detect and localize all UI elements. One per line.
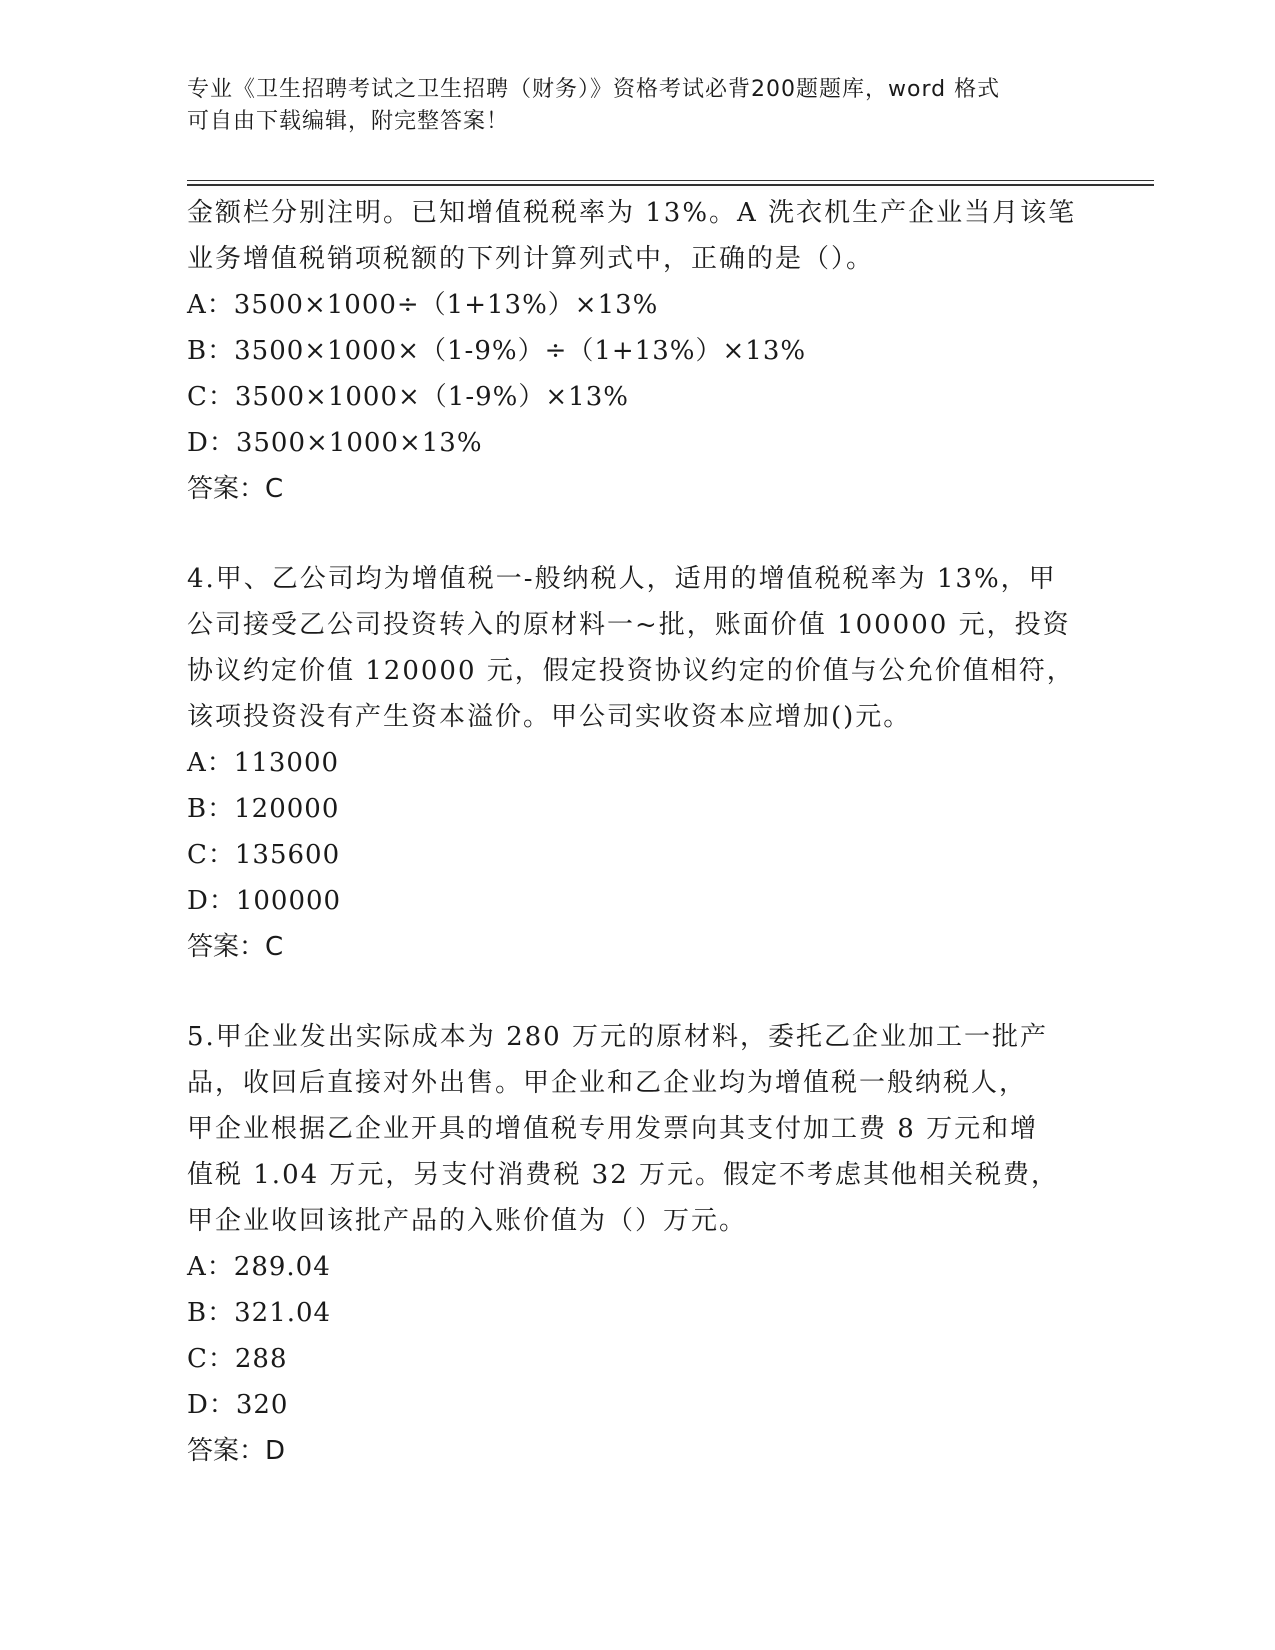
question-4-stem-line-2: 公司接受乙公司投资转入的原材料一~批，账面价值 100000 元，投资 xyxy=(187,610,1071,640)
question-5-option-a: A：289.04 xyxy=(187,1252,331,1282)
question-3 xyxy=(187,190,1087,512)
question-3-stem-line-1: 金额栏分别注明。已知增值税税率为 13%。A 洗衣机生产企业当月该笔 xyxy=(187,198,1077,228)
question-4-option-a: A：113000 xyxy=(187,748,340,778)
question-4-option-d: D：100000 xyxy=(187,886,342,916)
document-header xyxy=(187,74,1067,138)
question-4-stem-line-1: 4.甲、乙公司均为增值税一-般纳税人，适用的增值税税率为 13%，甲 xyxy=(187,564,1057,594)
question-5-option-d: D：320 xyxy=(187,1390,289,1420)
question-5-stem-line-1: 5.甲企业发出实际成本为 280 万元的原材料，委托乙企业加工一批产 xyxy=(187,1022,1048,1052)
header-divider-thick xyxy=(187,184,1154,186)
question-4-stem-line-4: 该项投资没有产生资本溢价。甲公司实收资本应增加()元。 xyxy=(187,702,912,732)
question-5-stem-line-3: 甲企业根据乙企业开具的增值税专用发票向其支付加工费 8 万元和增 xyxy=(187,1114,1039,1144)
question-3-option-d: D：3500×1000×13% xyxy=(187,428,483,458)
document-body xyxy=(187,190,1087,1474)
question-5-stem-line-2: 品，收回后直接对外出售。甲企业和乙企业均为增值税一般纳税人， xyxy=(187,1068,1028,1098)
header-divider-thin xyxy=(187,180,1154,181)
header-title-line-2: 可自由下载编辑，附完整答案！ xyxy=(187,109,510,134)
question-5-option-b: B：321.04 xyxy=(187,1298,332,1328)
question-5-stem-line-4: 值税 1.04 万元，另支付消费税 32 万元。假定不考虑其他相关税费， xyxy=(187,1160,1060,1190)
question-5 xyxy=(187,1014,1087,1474)
question-spacer xyxy=(187,512,1087,556)
question-4-option-c: C：135600 xyxy=(187,840,341,870)
question-5-answer: 答案：D xyxy=(187,1436,286,1466)
question-4-stem-line-3: 协议约定价值 120000 元，假定投资协议约定的价值与公允价值相符， xyxy=(187,656,1075,686)
question-4-answer: 答案：C xyxy=(187,932,284,962)
header-title-line-1: 专业《卫生招聘考试之卫生招聘（财务）》资格考试必背200题题库，word 格式 xyxy=(187,77,1001,102)
question-3-option-c: C：3500×1000×（1-9%）×13% xyxy=(187,382,629,412)
question-5-option-c: C：288 xyxy=(187,1344,288,1374)
question-4-option-b: B：120000 xyxy=(187,794,340,824)
question-3-option-b: B：3500×1000×（1-9%）÷（1+13%）×13% xyxy=(187,336,807,366)
question-3-answer: 答案：C xyxy=(187,474,284,504)
question-3-stem-line-2: 业务增值税销项税额的下列计算列式中，正确的是（）。 xyxy=(187,244,875,274)
question-3-option-a: A：3500×1000÷（1+13%）×13% xyxy=(187,290,659,320)
question-5-stem-line-5: 甲企业收回该批产品的入账价值为（）万元。 xyxy=(187,1206,748,1236)
question-4 xyxy=(187,556,1087,970)
question-spacer xyxy=(187,970,1087,1014)
